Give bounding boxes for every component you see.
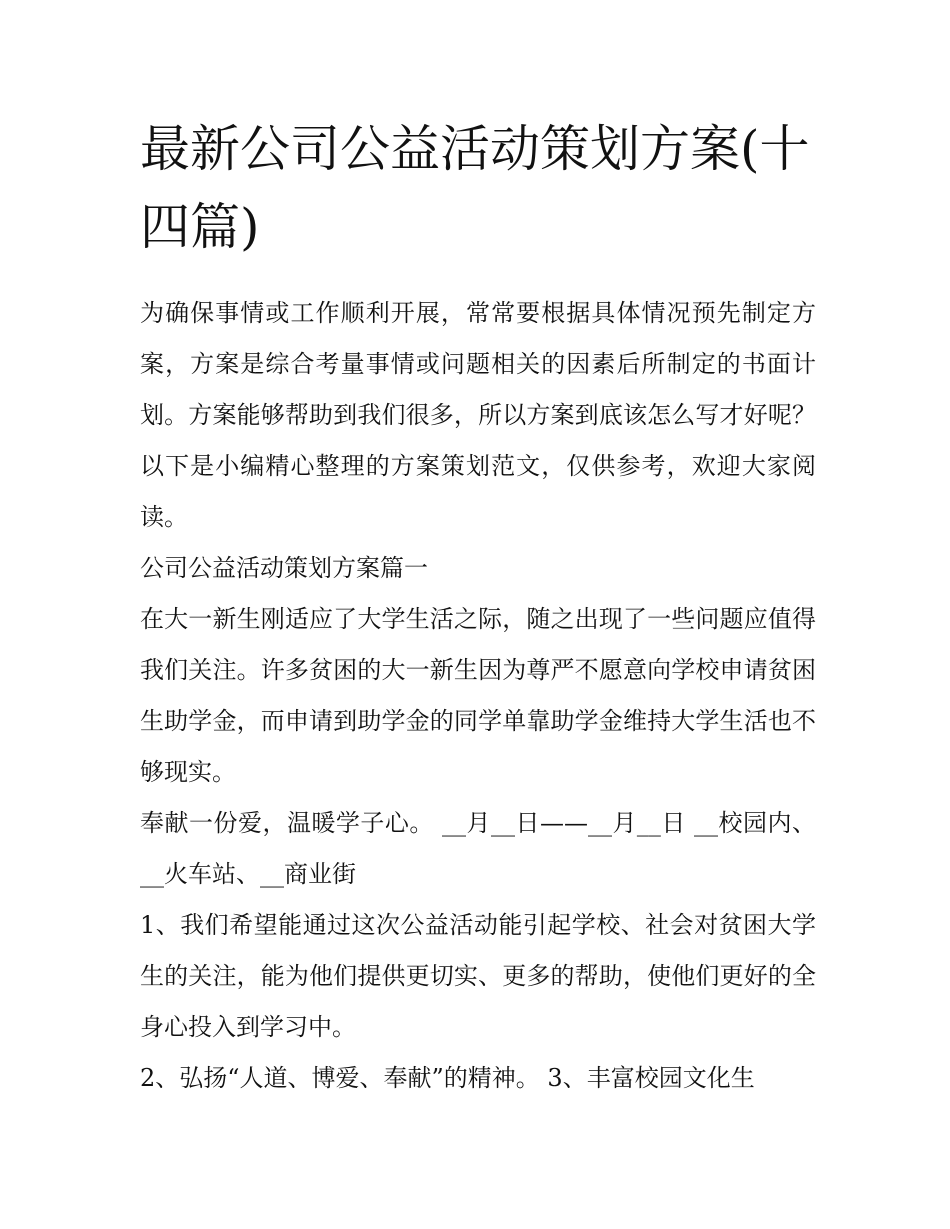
theme-time-location-paragraph: 奉献一份爱，温暖学子心。 __月__日——__月__日 __校园内、__火车站、__商业街 [140,809,816,888]
document-page [140,110,816,1104]
intro-paragraph: 为确保事情或工作顺利开展，常常要根据具体情况预先制定方案，方案是综合考量事情或问题相关的因素后所制定的书面计划。方案能够帮助到我们很多，所以方案到底该怎么写才好呢？以下是小编精心整理的方案策划范文，仅供参考，欢迎大家阅读。 [140,299,816,531]
document-title: 最新公司公益活动策划方案(十四篇) [140,120,810,256]
purpose-item-2-3: 2、弘扬“人道、博爱、奉献”的精神。 3、丰富校园文化生 [140,1064,755,1092]
section-heading: 公司公益活动策划方案篇一 [140,554,428,582]
background-paragraph: 在大一新生刚适应了大学生活之际，随之出现了一些问题应值得我们关注。许多贫困的大一新生因为尊严不愿意向学校申请贫困生助学金，而申请到助学金的同学单靠助学金维持大学生活也不够现实。 [140,605,816,786]
purpose-item-1: 1、我们希望能通过这次公益活动能引起学校、社会对贫困大学生的关注，能为他们提供更切实、更多的帮助，使他们更好的全身心投入到学习中。 [140,911,816,1041]
